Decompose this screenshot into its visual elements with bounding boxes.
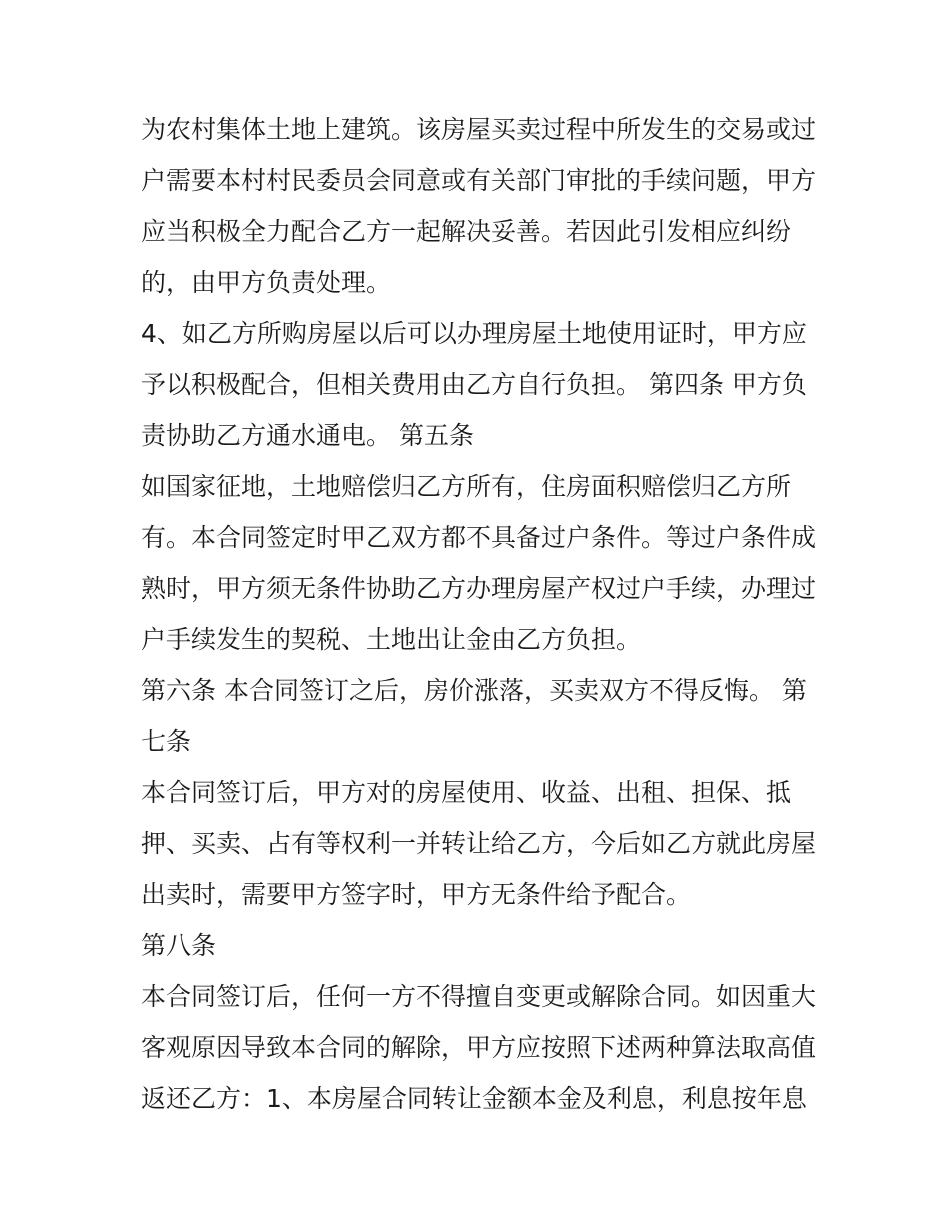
text-line: 本合同签订后，甲方对的房屋使用、收益、出租、担保、抵 — [141, 778, 792, 807]
text-line: 第八条 — [141, 931, 217, 960]
text-line: 熟时，甲方须无条件协助乙方办理房屋产权过户手续，办理过 — [141, 574, 817, 603]
text-line: 应当积极全力配合乙方一起解决妥善。若因此引发相应纠纷 — [141, 217, 792, 246]
text-line: 为农村集体土地上建筑。该房屋买卖过程中所发生的交易或过 — [141, 115, 817, 144]
text-line: 本合同签订后，任何一方不得擅自变更或解除合同。如因重大 — [141, 982, 817, 1011]
text-line: 客观原因导致本合同的解除，甲方应按照下述两种算法取高值 — [141, 1033, 817, 1062]
text-line: 有。本合同签定时甲乙双方都不具备过户条件。等过户条件成 — [141, 523, 817, 552]
text-line: 第六条 本合同签订之后，房价涨落，买卖双方不得反悔。 第 — [141, 676, 807, 705]
text-line: 责协助乙方通水通电。 第五条 — [141, 421, 474, 450]
text-line: 4、如乙方所购房屋以后可以办理房屋土地使用证时，甲方应 — [141, 319, 807, 348]
document-body — [141, 104, 821, 1124]
text-line: 返还乙方：1、本房屋合同转让金额本金及利息，利息按年息 — [141, 1084, 807, 1113]
text-line: 户需要本村村民委员会同意或有关部门审批的手续问题，甲方 — [141, 166, 817, 195]
text-line: 押、买卖、占有等权利一并转让给乙方，今后如乙方就此房屋 — [141, 829, 817, 858]
text-line: 的，由甲方负责处理。 — [141, 268, 392, 297]
text-line: 出卖时，需要甲方签字时，甲方无条件给予配合。 — [141, 880, 692, 909]
text-line: 七条 — [141, 727, 192, 756]
text-line: 予以积极配合，但相关费用由乙方自行负担。 第四条 甲方负 — [141, 370, 807, 399]
text-line: 如国家征地，土地赔偿归乙方所有，住房面积赔偿归乙方所 — [141, 472, 792, 501]
text-line: 户手续发生的契税、土地出让金由乙方负担。 — [141, 625, 642, 654]
